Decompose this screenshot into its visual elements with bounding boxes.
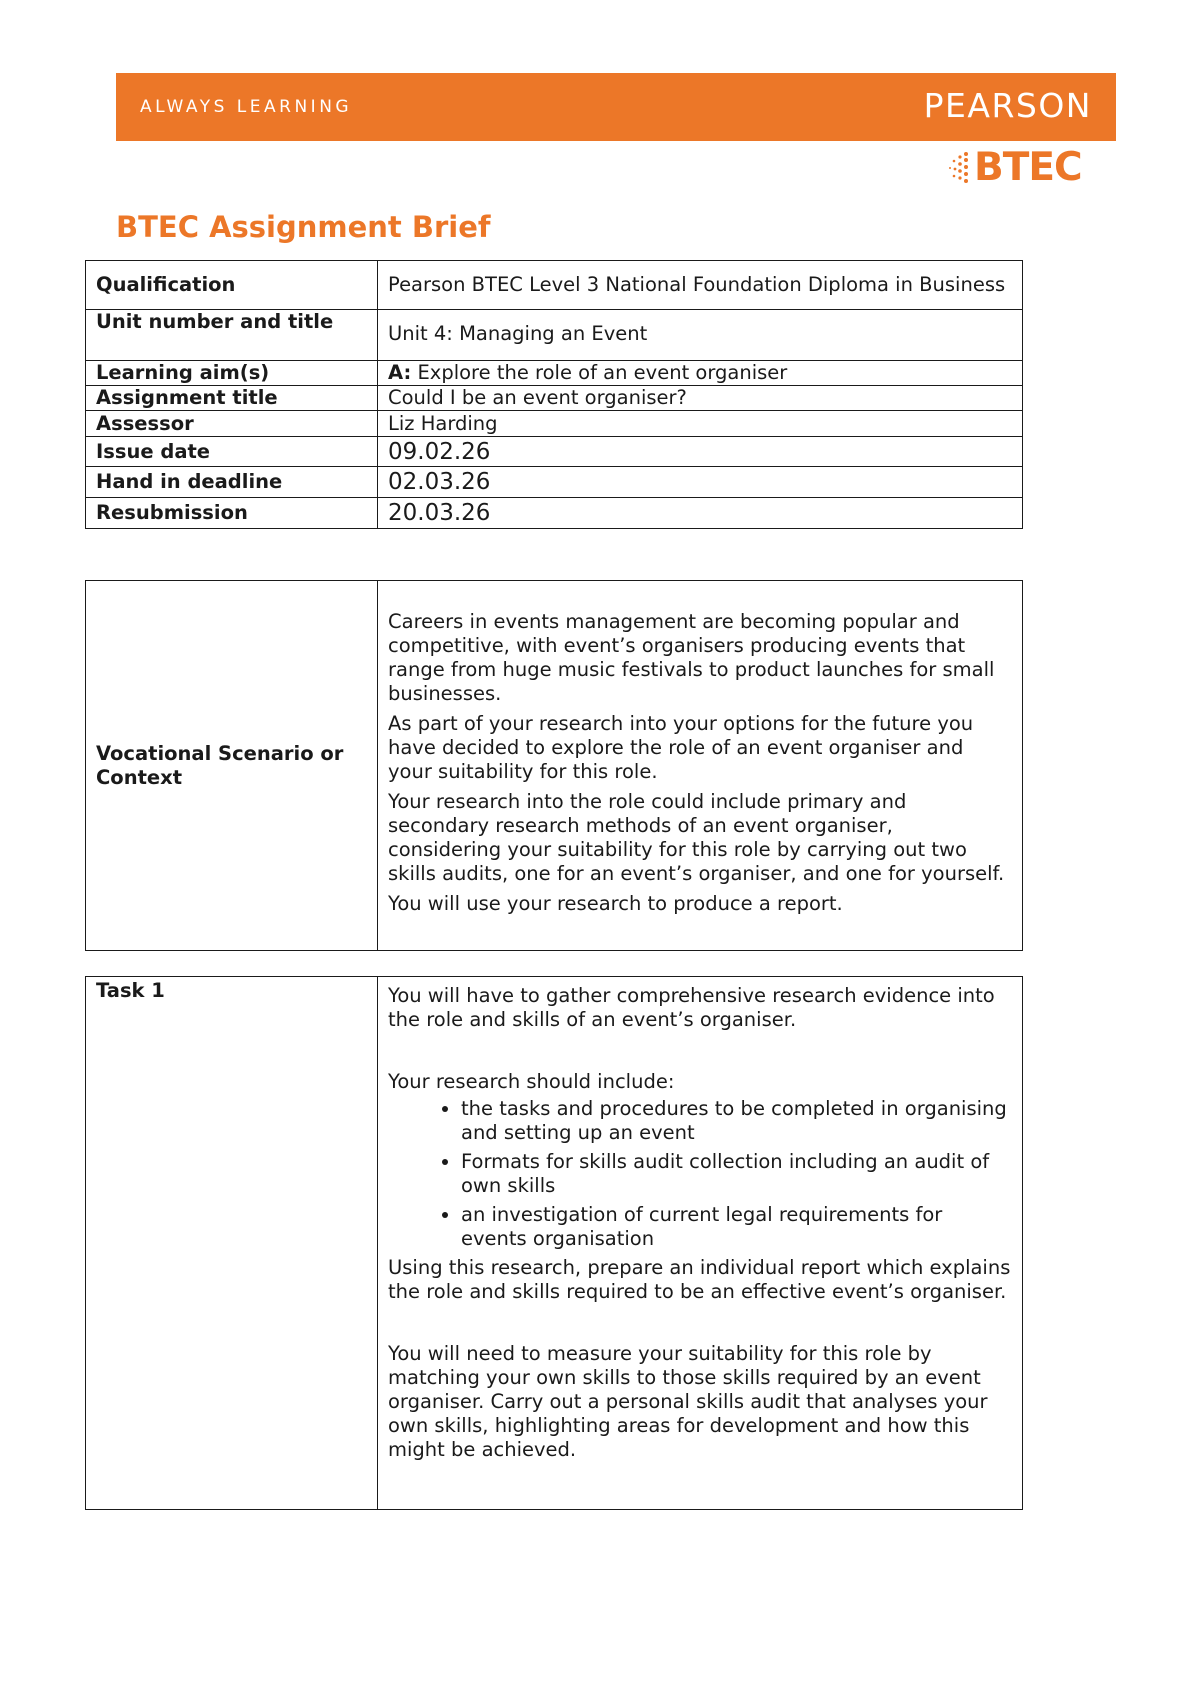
task-content <box>378 977 1023 1510</box>
task-table <box>85 976 1023 1510</box>
unit-label: Unit number and title <box>86 310 378 361</box>
assignment-title-value: Could I be an event organiser? <box>378 386 1023 411</box>
table-row <box>86 437 1023 467</box>
qualification-label: Qualification <box>86 261 378 310</box>
scenario-text <box>378 581 1023 951</box>
issue-date-label: Issue date <box>86 437 378 467</box>
learning-aim-letter: A: <box>388 361 412 384</box>
table-row <box>86 261 1023 310</box>
unit-value: Unit 4: Managing an Event <box>378 310 1023 361</box>
assessor-value: Liz Harding <box>378 411 1023 437</box>
banner-tagline: ALWAYS LEARNING <box>140 97 353 117</box>
learning-aim-text: Explore the role of an event organiser <box>417 361 788 384</box>
table-row <box>86 361 1023 386</box>
table-row <box>86 467 1023 498</box>
learning-aims-value <box>378 361 1023 386</box>
qualification-value: Pearson BTEC Level 3 National Foundation Diploma in Business <box>378 261 1023 310</box>
task-audit-text: You will need to measure your suitability for this role by matching your own skills to those skills required by an event organiser. Carry out a personal skills audit that analyses your own skills, highlighting areas for development and how this might be achieved. <box>388 1342 988 1461</box>
issue-date-value: 09.02.26 <box>378 437 1023 467</box>
scenario-paragraph: Careers in events management are becoming popular and competitive, with event’s organisers producing events that range from huge music festivals to product launches for small businesses. <box>388 609 995 705</box>
table-row <box>86 310 1023 361</box>
btec-dots-icon <box>946 151 972 185</box>
btec-logo-text: BTEC <box>974 145 1082 190</box>
assignment-info-table <box>85 260 1023 529</box>
assignment-title-label: Assignment title <box>86 386 378 411</box>
learning-aims-label: Learning aim(s) <box>86 361 378 386</box>
page-title: BTEC Assignment Brief <box>116 210 491 244</box>
list-item: • Formats for skills audit collection including an audit of own skills <box>461 1150 1012 1198</box>
deadline-label: Hand in deadline <box>86 467 378 498</box>
table-row <box>86 498 1023 529</box>
scenario-paragraph: As part of your research into your options for the future you have decided to explore the role of an event organiser and your suitability for this role. <box>388 711 974 783</box>
table-row <box>86 411 1023 437</box>
scenario-paragraph: You will use your research to produce a report. <box>388 891 843 915</box>
assessor-label: Assessor <box>86 411 378 437</box>
resubmission-label: Resubmission <box>86 498 378 529</box>
scenario-table <box>85 580 1023 951</box>
table-row <box>86 386 1023 411</box>
list-item: • an investigation of current legal requirements for events organisation <box>461 1203 1012 1251</box>
scenario-label: Vocational Scenario or Context <box>86 581 378 951</box>
scenario-paragraph: Your research into the role could include primary and secondary research methods of an event organiser, considering your suitability for this role by carrying out two skills audits, one for an event’s organiser, and one for yourself. <box>388 789 1005 885</box>
task-report-text: Using this research, prepare an individual report which explains the role and skills required to be an effective event’s organiser. <box>388 1256 1011 1303</box>
pearson-banner <box>116 73 1116 141</box>
deadline-value: 02.03.26 <box>378 467 1023 498</box>
task-bullet-list <box>388 1097 1012 1251</box>
task-label: Task 1 <box>86 977 378 1510</box>
list-item: • the tasks and procedures to be completed in organising and setting up an event <box>461 1097 1012 1145</box>
task-include-heading: Your research should include: <box>388 1070 675 1093</box>
pearson-logo: PEARSON <box>923 86 1092 125</box>
btec-logo <box>946 145 1096 193</box>
resubmission-value: 20.03.26 <box>378 498 1023 529</box>
table-row <box>86 581 1023 951</box>
table-row <box>86 977 1023 1510</box>
task-intro: You will have to gather comprehensive research evidence into the role and skills of an event’s organiser. <box>388 984 995 1031</box>
